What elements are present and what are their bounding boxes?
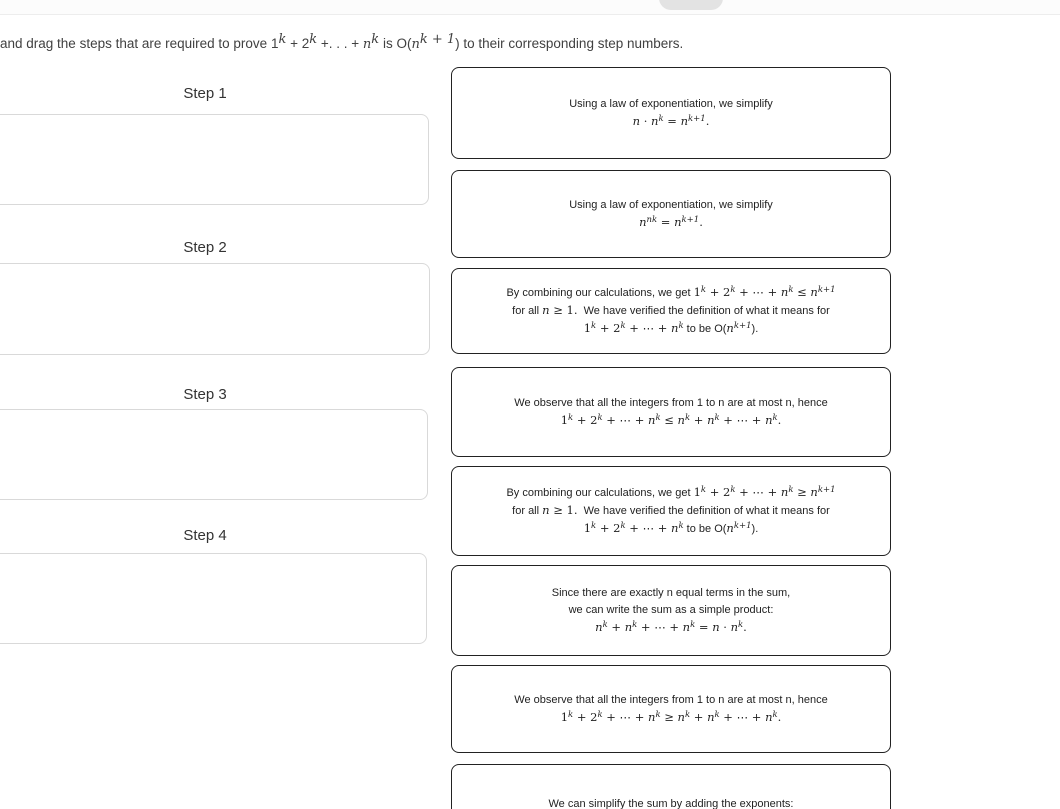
text-line: Since there are exactly n equal terms in the sum,: [551, 586, 791, 599]
draggable-card-6[interactable]: [451, 565, 891, 656]
step-4-label: Step 4: [183, 527, 227, 544]
text-line: By combining our calculations, we get $1^k + 2^k$ + ⋯ + $n^k \ge n^{k+1}$: [506, 485, 836, 499]
text-line: $1^k + 2^k$ + ⋯ + $n^k \le n^k + n^k$ + ⋯ + $n^k$.: [560, 412, 782, 427]
text-line: By combining our calculations, we get $1^k + 2^k$ + ⋯ + $n^k \le n^{k+1}$: [506, 285, 836, 299]
step-2-dropzone[interactable]: [0, 263, 430, 355]
step-1-label: Step 1: [183, 85, 227, 102]
text-line: We observe that all the integers from 1 to n are at most n, hence: [514, 396, 828, 409]
step-2-label: Step 2: [183, 239, 227, 256]
text-line: $n \cdot n^k = n^{k+1}$.: [632, 113, 710, 128]
text-line: and drag the steps that are required to prove $1^k + 2^k$ +. . . + $n^k$ is $O(n^{k + 1})$ to their corresponding step numbers.: [0, 32, 684, 52]
draggable-card-5[interactable]: [451, 466, 891, 556]
text-line: for all n ≥ 1. We have verified the definition of what it means for: [512, 303, 830, 317]
draggable-card-3[interactable]: [451, 268, 891, 354]
text-line: $n^{nk} = n^{k+1}$.: [639, 214, 703, 229]
step-3-dropzone[interactable]: [0, 409, 428, 500]
draggable-card-2[interactable]: [451, 170, 891, 258]
text-line: Using a law of exponentiation, we simplify: [569, 97, 773, 110]
text-line: We can simplify the sum by adding the exponents:: [548, 798, 794, 809]
text-line: Using a law of exponentiation, we simplify: [569, 198, 773, 211]
text-line: $1^k + 2^k$ + ⋯ + $n^k$ to be $O(n^{k+1})$.: [583, 321, 759, 335]
draggable-card-8[interactable]: [451, 764, 891, 809]
draggable-card-1[interactable]: [451, 67, 891, 159]
top-bar: [0, 0, 1060, 15]
text-line: $n^k + n^k$ + ⋯ + $n^k = n \cdot n^k$.: [595, 619, 747, 634]
text-line: We observe that all the integers from 1 to n are at most n, hence: [514, 693, 828, 706]
step-4-dropzone[interactable]: [0, 553, 427, 644]
draggable-card-4[interactable]: [451, 367, 891, 457]
collapsed-handle-button[interactable]: [659, 0, 723, 10]
draggable-card-7[interactable]: [451, 665, 891, 753]
instruction-text: [0, 34, 900, 54]
step-3-label: Step 3: [183, 386, 227, 403]
text-line: for all n ≥ 1. We have verified the definition of what it means for: [512, 503, 830, 517]
text-line: we can write the sum as a simple product:: [568, 603, 774, 616]
text-line: $1^k + 2^k$ + ⋯ + $n^k$ to be $O(n^{k+1})$.: [583, 521, 759, 535]
text-line: $1^k + 2^k$ + ⋯ + $n^k \ge n^k + n^k$ + ⋯ + $n^k$.: [560, 709, 782, 724]
step-1-dropzone[interactable]: [0, 114, 429, 205]
